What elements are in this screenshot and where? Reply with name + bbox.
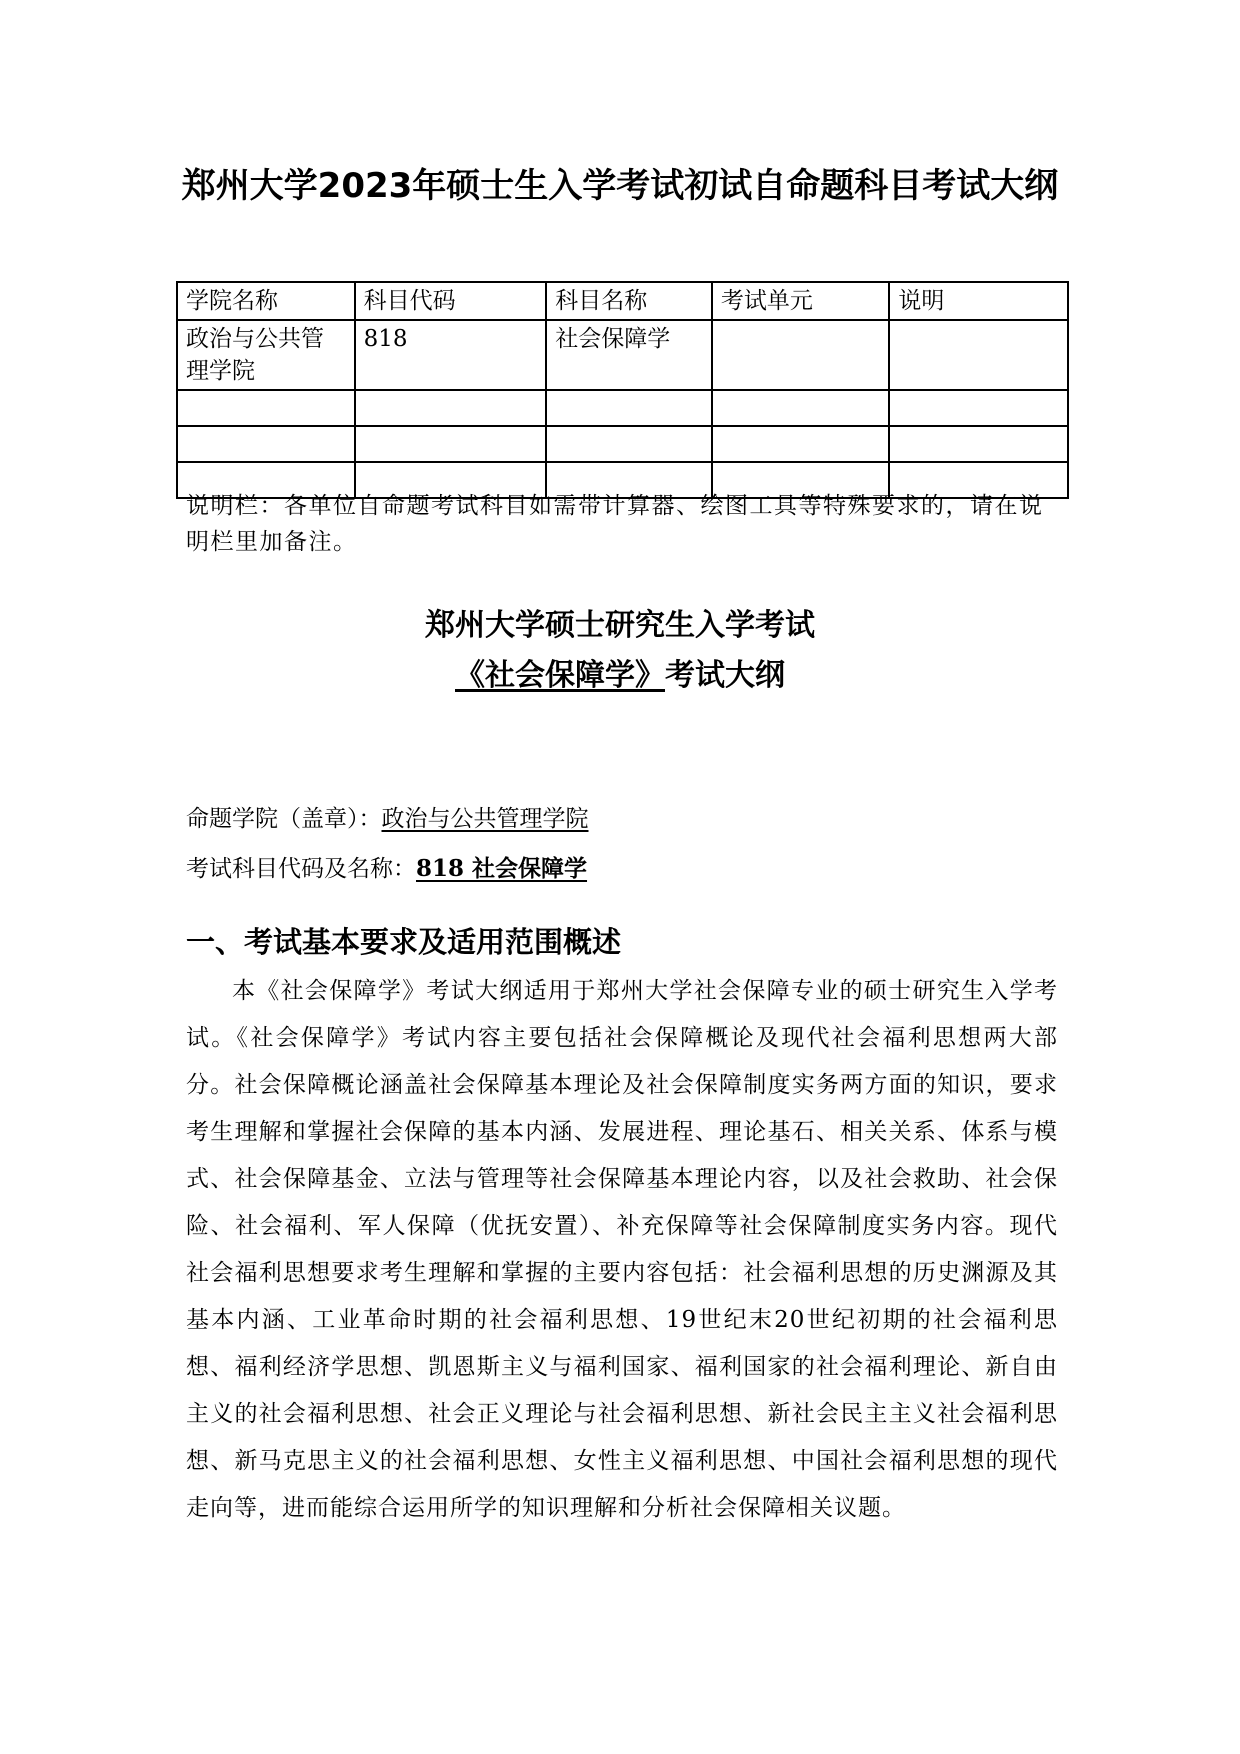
section-heading: 一、考试基本要求及适用范围概述 xyxy=(186,925,622,959)
table-cell xyxy=(546,390,712,426)
table-header-cell: 说明 xyxy=(889,282,1068,320)
syllabus-subject-name: 《社会保障学》 xyxy=(455,658,665,693)
table-cell-unit xyxy=(712,320,890,390)
table-row xyxy=(177,426,1068,462)
subject-value: 818 社会保障学 xyxy=(416,855,588,882)
college-line xyxy=(186,800,589,833)
table-cell xyxy=(355,426,547,462)
table-cell xyxy=(355,390,547,426)
table-cell xyxy=(712,390,890,426)
section-paragraph: 本《社会保障学》考试大纲适用于郑州大学社会保障专业的硕士研究生入学考试。《社会保障学》考试内容主要包括社会保障概论及现代社会福利思想两大部分。社会保障概论涵盖社会保障基本理论及社会保障制度实务两方面的知识，要求考生理解和掌握社会保障的基本内涵、发展进程、理论基石、相关关系、体系与模式、社会保障基金、立法与管理等社会保障基本理论内容，以及社会救助、社会保险、社会福利、军人保障（优抚安置）、补充保障等社会保障制度实务内容。现代社会福利思想要求考生理解和掌握的主要内容包括：社会福利思想的历史渊源及其基本内涵、工业革命时期的社会福利思想、19世纪末20世纪初期的社会福利思想、福利经济学思想、凯恩斯主义与福利国家、福利国家的社会福利理论、新自由主义的社会福利思想、社会正义理论与社会福利思想、新社会民主主义社会福利思想、新马克思主义的社会福利思想、女性主义福利思想、中国社会福利思想的现代走向等，进而能综合运用所学的知识理解和分析社会保障相关议题。 xyxy=(186,978,1058,1521)
syllabus-title-suffix: 考试大纲 xyxy=(665,658,785,693)
subject-info-table xyxy=(176,281,1069,499)
college-label: 命题学院（盖章）： xyxy=(186,806,382,832)
subject-label: 考试科目代码及名称： xyxy=(186,856,416,882)
table-cell-college: 政治与公共管理学院 xyxy=(177,320,355,390)
table-note: 说明栏：各单位自命题考试科目如需带计算器、绘图工具等特殊要求的，请在说明栏里加备注。 xyxy=(186,493,1044,555)
table-cell xyxy=(546,426,712,462)
table-cell xyxy=(889,426,1068,462)
syllabus-title-line1: 郑州大学硕士研究生入学考试 xyxy=(425,608,815,643)
table-cell xyxy=(177,426,355,462)
document-title: 郑州大学2023年硕士生入学考试初试自命题科目考试大纲 xyxy=(181,166,1059,206)
table-header-cell: 科目代码 xyxy=(355,282,547,320)
table-row xyxy=(177,320,1068,390)
table-cell-remark xyxy=(889,320,1068,390)
table-cell xyxy=(712,426,890,462)
table-cell xyxy=(177,390,355,426)
table-header-cell: 科目名称 xyxy=(546,282,712,320)
table-header-cell: 考试单元 xyxy=(712,282,890,320)
syllabus-title-line2 xyxy=(0,650,1240,694)
table-header-row xyxy=(177,282,1068,320)
table-cell-code: 818 xyxy=(355,320,547,390)
table-header-cell: 学院名称 xyxy=(177,282,355,320)
subject-line xyxy=(186,850,587,883)
college-value: 政治与公共管理学院 xyxy=(381,806,589,832)
table-cell-subject: 社会保障学 xyxy=(546,320,712,390)
table-cell xyxy=(889,390,1068,426)
table-row xyxy=(177,390,1068,426)
